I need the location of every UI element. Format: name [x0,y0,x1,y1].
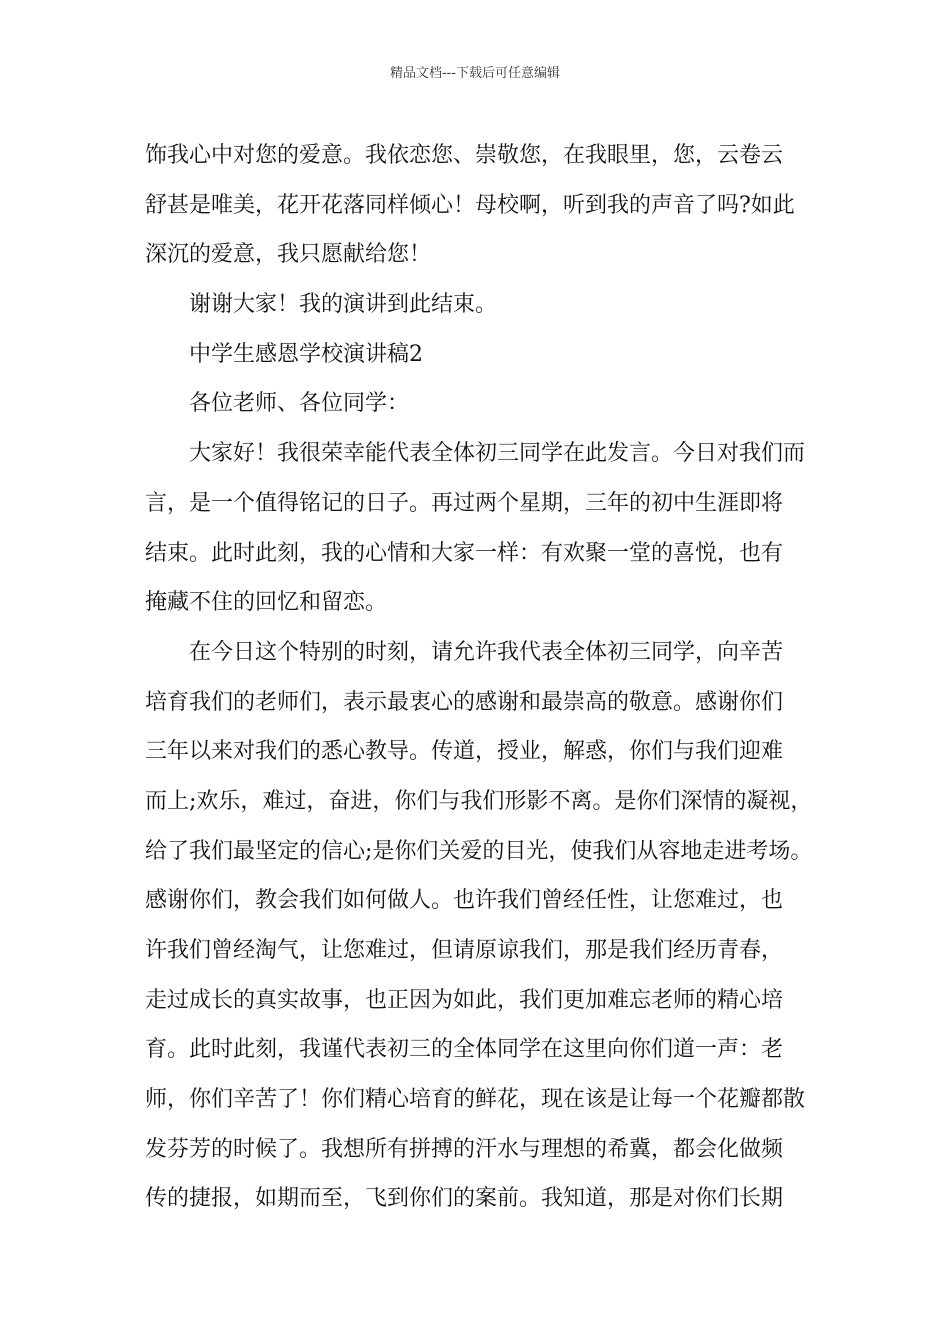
text-line: 培育我们的老师们，表示最衷心的感谢和最崇高的敬意。感谢你们 [145,689,784,715]
text-line: 结束。此时此刻，我的心情和大家一样：有欢聚一堂的喜悦，也有 [145,540,784,566]
salutation: 各位老师、各位同学： [189,391,410,417]
text-line: 感谢你们，教会我们如何做人。也许我们曾经任性，让您难过，也 [145,888,784,914]
section-title: 中学生感恩学校演讲稿2 [189,341,423,367]
text-line: 大家好！我很荣幸能代表全体初三同学在此发言。今日对我们而 [189,441,806,467]
text-line: 言，是一个值得铭记的日子。再过两个星期，三年的初中生涯即将 [145,490,784,516]
text-line: 三年以来对我们的悉心教导。传道，授业，解惑，你们与我们迎难 [145,739,784,765]
text-line: 师，你们辛苦了！你们精心培育的鲜花，现在该是让每一个花瓣都散 [145,1087,806,1113]
text-line: 育。此时此刻，我谨代表初三的全体同学在这里向你们道一声：老 [145,1037,784,1063]
text-line: 掩藏不住的回忆和留恋。 [145,590,388,616]
text-line: 给了我们最坚定的信心;是你们关爱的目光，使我们从容地走进考场。 [145,838,813,864]
text-line: 走过成长的真实故事，也正因为如此，我们更加难忘老师的精心培 [145,987,784,1013]
document-body [145,131,825,1224]
text-line: 在今日这个特别的时刻，请允许我代表全体初三同学，向辛苦 [189,639,784,665]
text-line: 谢谢大家！我的演讲到此结束。 [189,292,498,318]
text-line: 舒甚是唯美，花开花落同样倾心！母校啊，听到我的声音了吗?如此 [145,192,795,218]
text-line: 而上;欢乐，难过，奋进，你们与我们形影不离。是你们深情的凝视， [145,788,813,814]
page-header: 精品文档---下载后可任意编辑 [389,66,561,81]
text-line: 许我们曾经淘气，让您难过，但请原谅我们，那是我们经历青春， [145,938,784,963]
text-line: 发芬芳的时候了。我想所有拼搏的汗水与理想的希冀，都会化做频 [145,1136,784,1162]
text-line: 深沉的爱意，我只愿献给您！ [145,242,432,268]
text-line: 饰我心中对您的爱意。我依恋您、崇敬您，在我眼里，您，云卷云 [145,143,784,168]
text-line: 传的捷报，如期而至，飞到你们的案前。我知道，那是对你们长期 [145,1186,784,1212]
